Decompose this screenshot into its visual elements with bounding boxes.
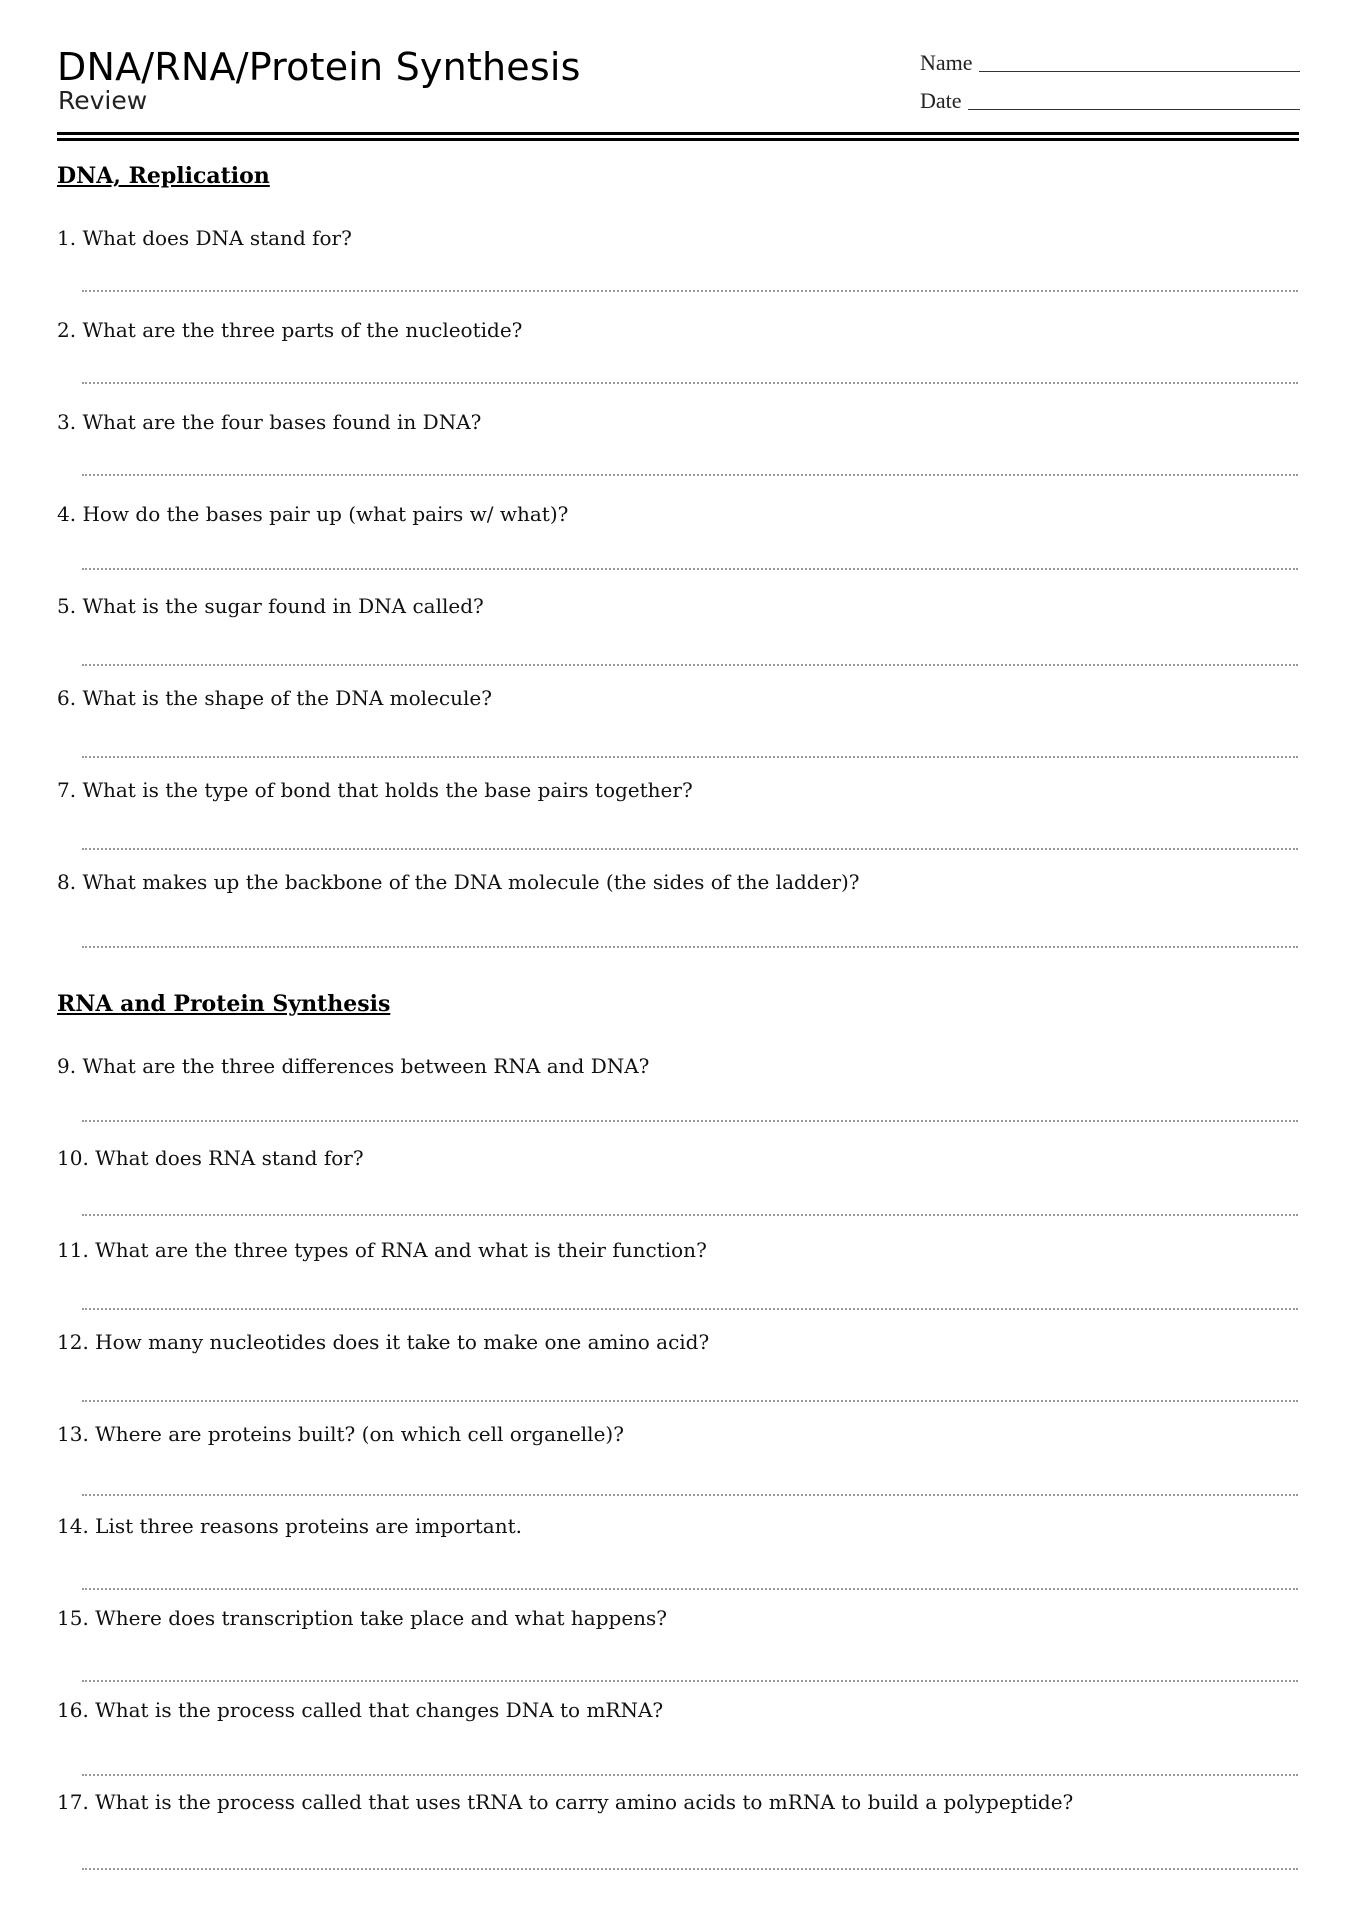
question-13: 13. Where are proteins built? (on which cell organelle)? xyxy=(57,1422,624,1446)
question-7: 7. What is the type of bond that holds the base pairs together? xyxy=(57,778,693,802)
answer-line-16[interactable] xyxy=(82,1774,1298,1776)
question-11: 11. What are the three types of RNA and what is their function? xyxy=(57,1238,707,1262)
date-field[interactable] xyxy=(920,84,1300,114)
answer-line-15[interactable] xyxy=(82,1680,1298,1682)
date-label: Date xyxy=(920,88,962,113)
answer-line-1[interactable] xyxy=(82,290,1298,292)
question-15: 15. Where does transcription take place and what happens? xyxy=(57,1606,668,1630)
date-blank-line[interactable] xyxy=(968,109,1300,110)
page-title: DNA/RNA/Protein Synthesis xyxy=(57,45,581,89)
name-field[interactable] xyxy=(920,46,1300,76)
question-5: 5. What is the sugar found in DNA called? xyxy=(57,594,484,618)
name-label: Name xyxy=(920,50,973,75)
section-heading-dna-replication: DNA, Replication xyxy=(57,163,270,189)
question-10: 10. What does RNA stand for? xyxy=(57,1146,364,1170)
answer-line-6[interactable] xyxy=(82,756,1298,758)
name-blank-line[interactable] xyxy=(979,71,1300,72)
answer-line-3[interactable] xyxy=(82,474,1298,476)
question-2: 2. What are the three parts of the nucleotide? xyxy=(57,318,523,342)
question-9: 9. What are the three differences between RNA and DNA? xyxy=(57,1054,650,1078)
answer-line-7[interactable] xyxy=(82,848,1298,850)
header-divider-top xyxy=(57,132,1299,135)
answer-line-11[interactable] xyxy=(82,1308,1298,1310)
answer-line-8[interactable] xyxy=(82,946,1298,948)
question-3: 3. What are the four bases found in DNA? xyxy=(57,410,482,434)
answer-line-4[interactable] xyxy=(82,568,1298,570)
section-heading-rna-protein-synthesis: RNA and Protein Synthesis xyxy=(57,991,391,1017)
question-14: 14. List three reasons proteins are important. xyxy=(57,1514,522,1538)
answer-line-12[interactable] xyxy=(82,1400,1298,1402)
answer-line-9[interactable] xyxy=(82,1120,1298,1122)
answer-line-13[interactable] xyxy=(82,1494,1298,1496)
answer-line-2[interactable] xyxy=(82,382,1298,384)
page-subtitle: Review xyxy=(58,86,148,115)
question-4: 4. How do the bases pair up (what pairs w/ what)? xyxy=(57,502,569,526)
question-16: 16. What is the process called that changes DNA to mRNA? xyxy=(57,1698,664,1722)
question-8: 8. What makes up the backbone of the DNA molecule (the sides of the ladder)? xyxy=(57,870,860,894)
question-6: 6. What is the shape of the DNA molecule? xyxy=(57,686,492,710)
answer-line-5[interactable] xyxy=(82,664,1298,666)
question-17: 17. What is the process called that uses tRNA to carry amino acids to mRNA to build a polypeptide? xyxy=(57,1790,1074,1814)
answer-line-14[interactable] xyxy=(82,1588,1298,1590)
header-divider-bottom xyxy=(57,138,1299,141)
question-1: 1. What does DNA stand for? xyxy=(57,226,352,250)
answer-line-17[interactable] xyxy=(82,1868,1298,1870)
answer-line-10[interactable] xyxy=(82,1214,1298,1216)
question-12: 12. How many nucleotides does it take to make one amino acid? xyxy=(57,1330,710,1354)
